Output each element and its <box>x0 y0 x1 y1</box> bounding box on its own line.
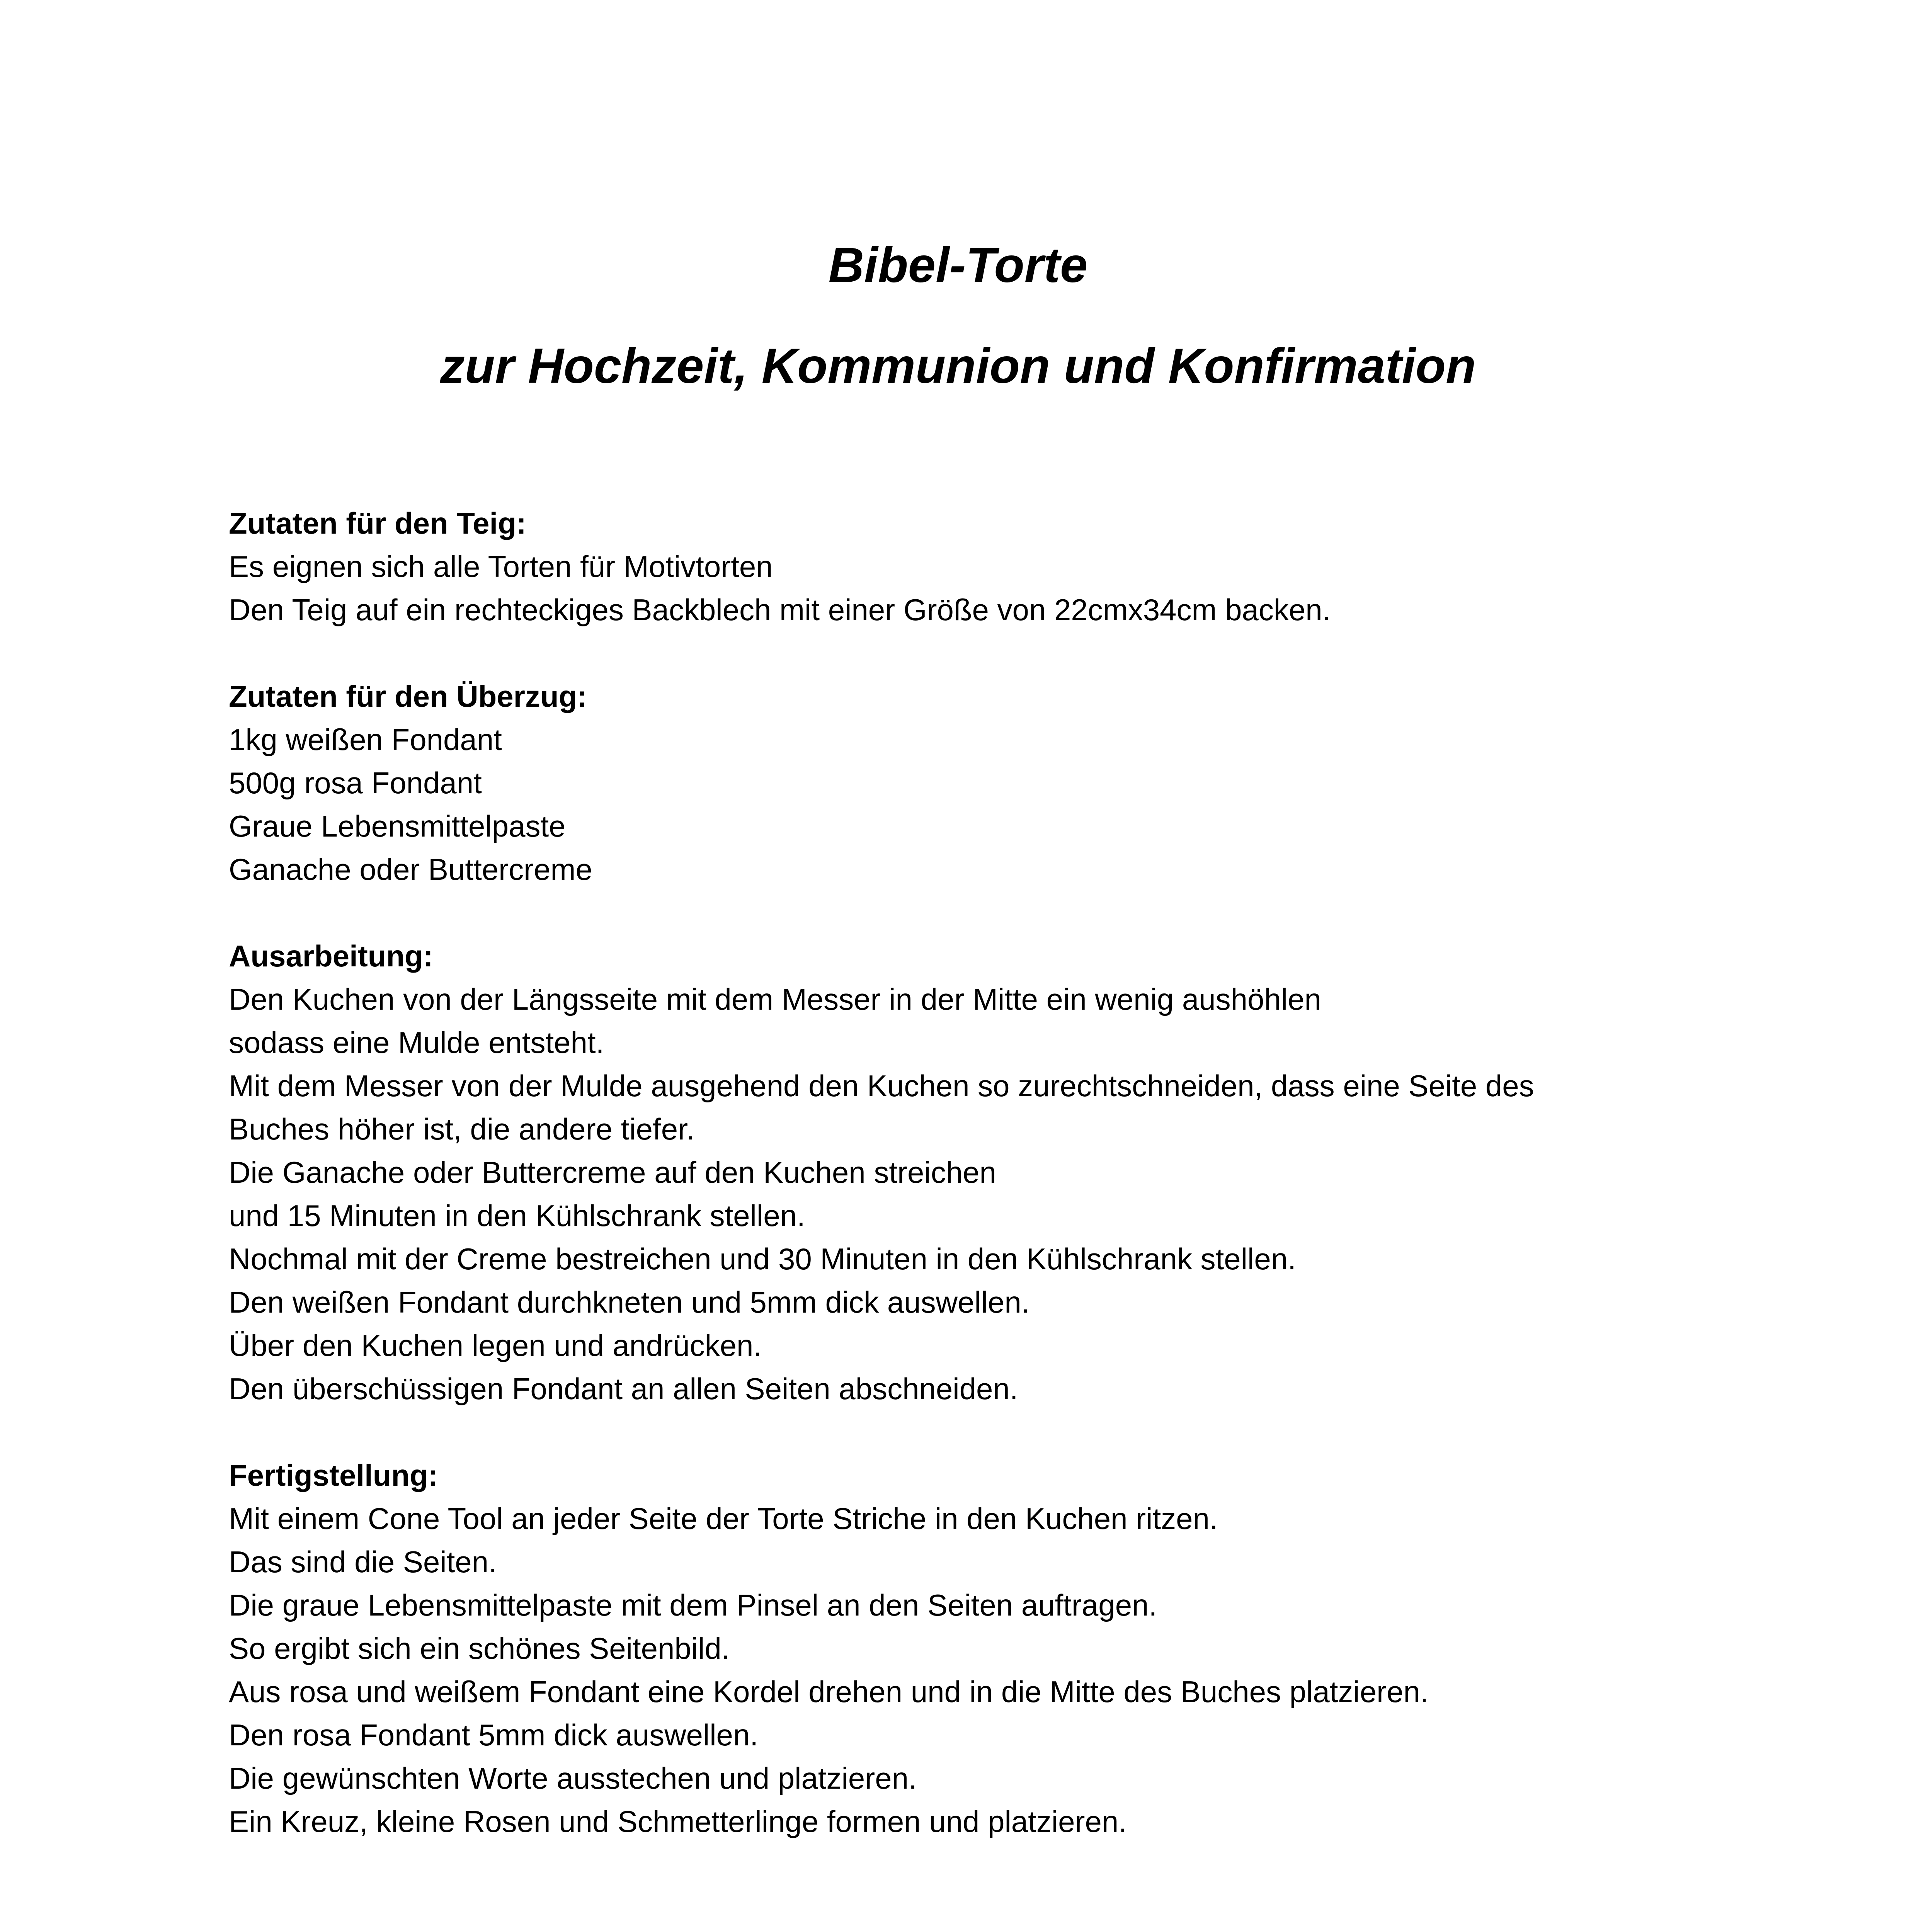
section-heading: Fertigstellung: <box>229 1458 438 1492</box>
text-line: Mit dem Messer von der Mulde ausgehend den Kuchen so zurechtschneiden, dass eine Seite des <box>229 1069 1534 1103</box>
text-line: Es eignen sich alle Torten für Motivtorten <box>229 549 773 583</box>
text-line: Den weißen Fondant durchkneten und 5mm dick auswellen. <box>229 1285 1030 1319</box>
page-title: Bibel-Torte <box>828 238 1088 293</box>
ingredient-line: 500g rosa Fondant <box>229 766 482 800</box>
section-ueberzug <box>229 675 1736 891</box>
section-fertigstellung <box>229 1454 1736 1843</box>
text-line: Den überschüssigen Fondant an allen Seiten abschneiden. <box>229 1372 1018 1406</box>
section-heading: Zutaten für den Teig: <box>229 506 526 540</box>
ingredient-line: Graue Lebensmittelpaste <box>229 809 566 843</box>
text-line: Den Teig auf ein rechteckiges Backblech mit einer Größe von 22cmx34cm backen. <box>229 593 1331 627</box>
text-line: Die Ganache oder Buttercreme auf den Kuchen streichen <box>229 1155 996 1189</box>
page-subtitle: zur Hochzeit, Kommunion und Konfirmation <box>440 338 1476 394</box>
text-line: Mit einem Cone Tool an jeder Seite der Torte Striche in den Kuchen ritzen. <box>229 1502 1218 1536</box>
text-line: Die gewünschten Worte ausstechen und platzieren. <box>229 1761 917 1795</box>
ingredient-line: Ganache oder Buttercreme <box>229 852 592 886</box>
section-heading: Zutaten für den Überzug: <box>229 679 587 713</box>
text-line: Über den Kuchen legen und andrücken. <box>229 1328 762 1362</box>
text-line: So ergibt sich ein schönes Seitenbild. <box>229 1631 730 1665</box>
text-line: Aus rosa und weißem Fondant eine Kordel drehen und in die Mitte des Buches platzieren. <box>229 1675 1429 1709</box>
text-line: Das sind die Seiten. <box>229 1545 497 1579</box>
text-line: Die graue Lebensmittelpaste mit dem Pinsel an den Seiten auftragen. <box>229 1588 1157 1622</box>
section-teig <box>229 502 1736 631</box>
section-ausarbeitung <box>229 934 1736 1410</box>
text-line: Buches höher ist, die andere tiefer. <box>229 1112 695 1146</box>
recipe-body <box>229 502 1736 1886</box>
text-line: Ein Kreuz, kleine Rosen und Schmetterlinge formen und platzieren. <box>229 1804 1127 1838</box>
ingredient-line: 1kg weißen Fondant <box>229 723 502 757</box>
text-line: Den Kuchen von der Längsseite mit dem Messer in der Mitte ein wenig aushöhlen <box>229 982 1321 1016</box>
section-heading: Ausarbeitung: <box>229 939 433 973</box>
text-line: Den rosa Fondant 5mm dick auswellen. <box>229 1718 758 1752</box>
text-line: und 15 Minuten in den Kühlschrank stellen. <box>229 1199 805 1233</box>
text-line: sodass eine Mulde entsteht. <box>229 1026 604 1060</box>
text-line: Nochmal mit der Creme bestreichen und 30 Minuten in den Kühlschrank stellen. <box>229 1242 1296 1276</box>
